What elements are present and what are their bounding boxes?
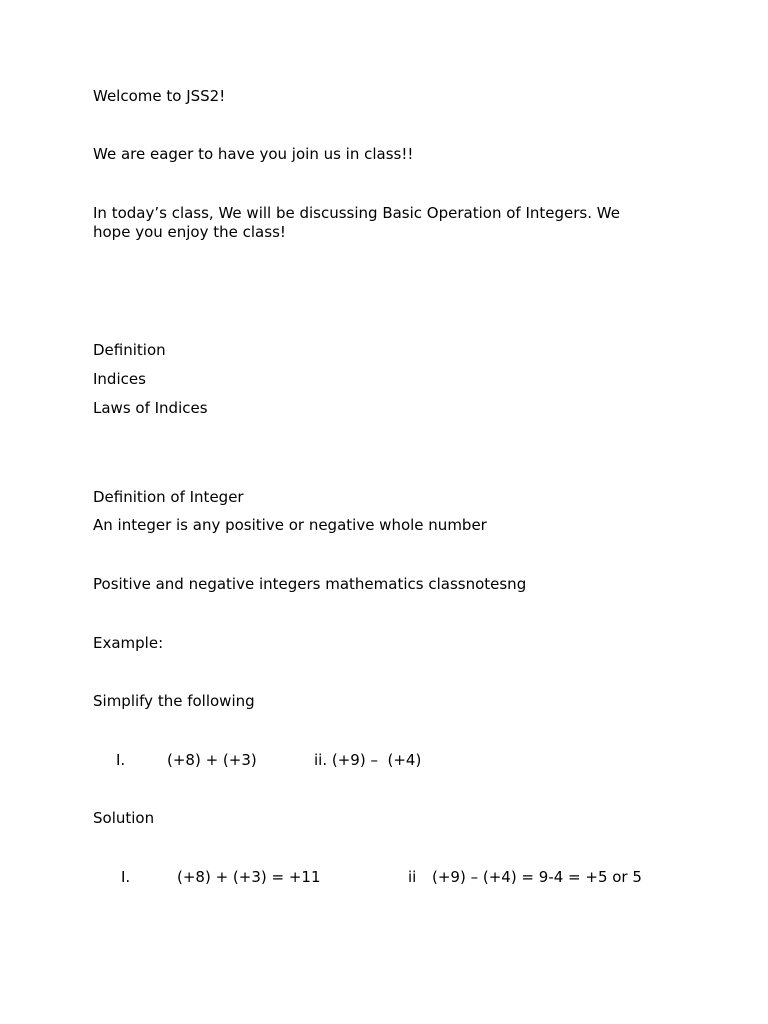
contents-item-laws-of-indices: Laws of Indices xyxy=(93,399,208,417)
definition-text: An integer is any positive or negative whole number xyxy=(93,516,487,534)
question-1-expression: (+8) + (+3) xyxy=(167,751,257,769)
eager-text: We are eager to have you join us in class!! xyxy=(93,145,414,163)
image-caption: Positive and negative integers mathematics classnotesng xyxy=(93,575,527,593)
example-label: Example: xyxy=(93,634,164,652)
contents-item-indices: Indices xyxy=(93,370,146,388)
solution-1-expression: (+8) + (+3) = +11 xyxy=(177,868,321,886)
welcome-text: Welcome to JSS2! xyxy=(93,87,226,105)
instruction-text: Simplify the following xyxy=(93,692,255,710)
today-class-paragraph: In today’s class, We will be discussing Basic Operation of Integers. We hope you enjoy the class! xyxy=(93,204,620,241)
question-2-expression: ii. (+9) – (+4) xyxy=(314,751,422,769)
definition-heading: Definition of Integer xyxy=(93,488,244,506)
solution-2-marker: ii xyxy=(408,868,417,886)
solution-1-marker: I. xyxy=(121,868,131,886)
question-1-marker: I. xyxy=(116,751,126,769)
contents-item-definition: Definition xyxy=(93,341,166,359)
solution-2-expression: (+9) – (+4) = 9-4 = +5 or 5 xyxy=(432,868,642,886)
solution-label: Solution xyxy=(93,809,155,827)
